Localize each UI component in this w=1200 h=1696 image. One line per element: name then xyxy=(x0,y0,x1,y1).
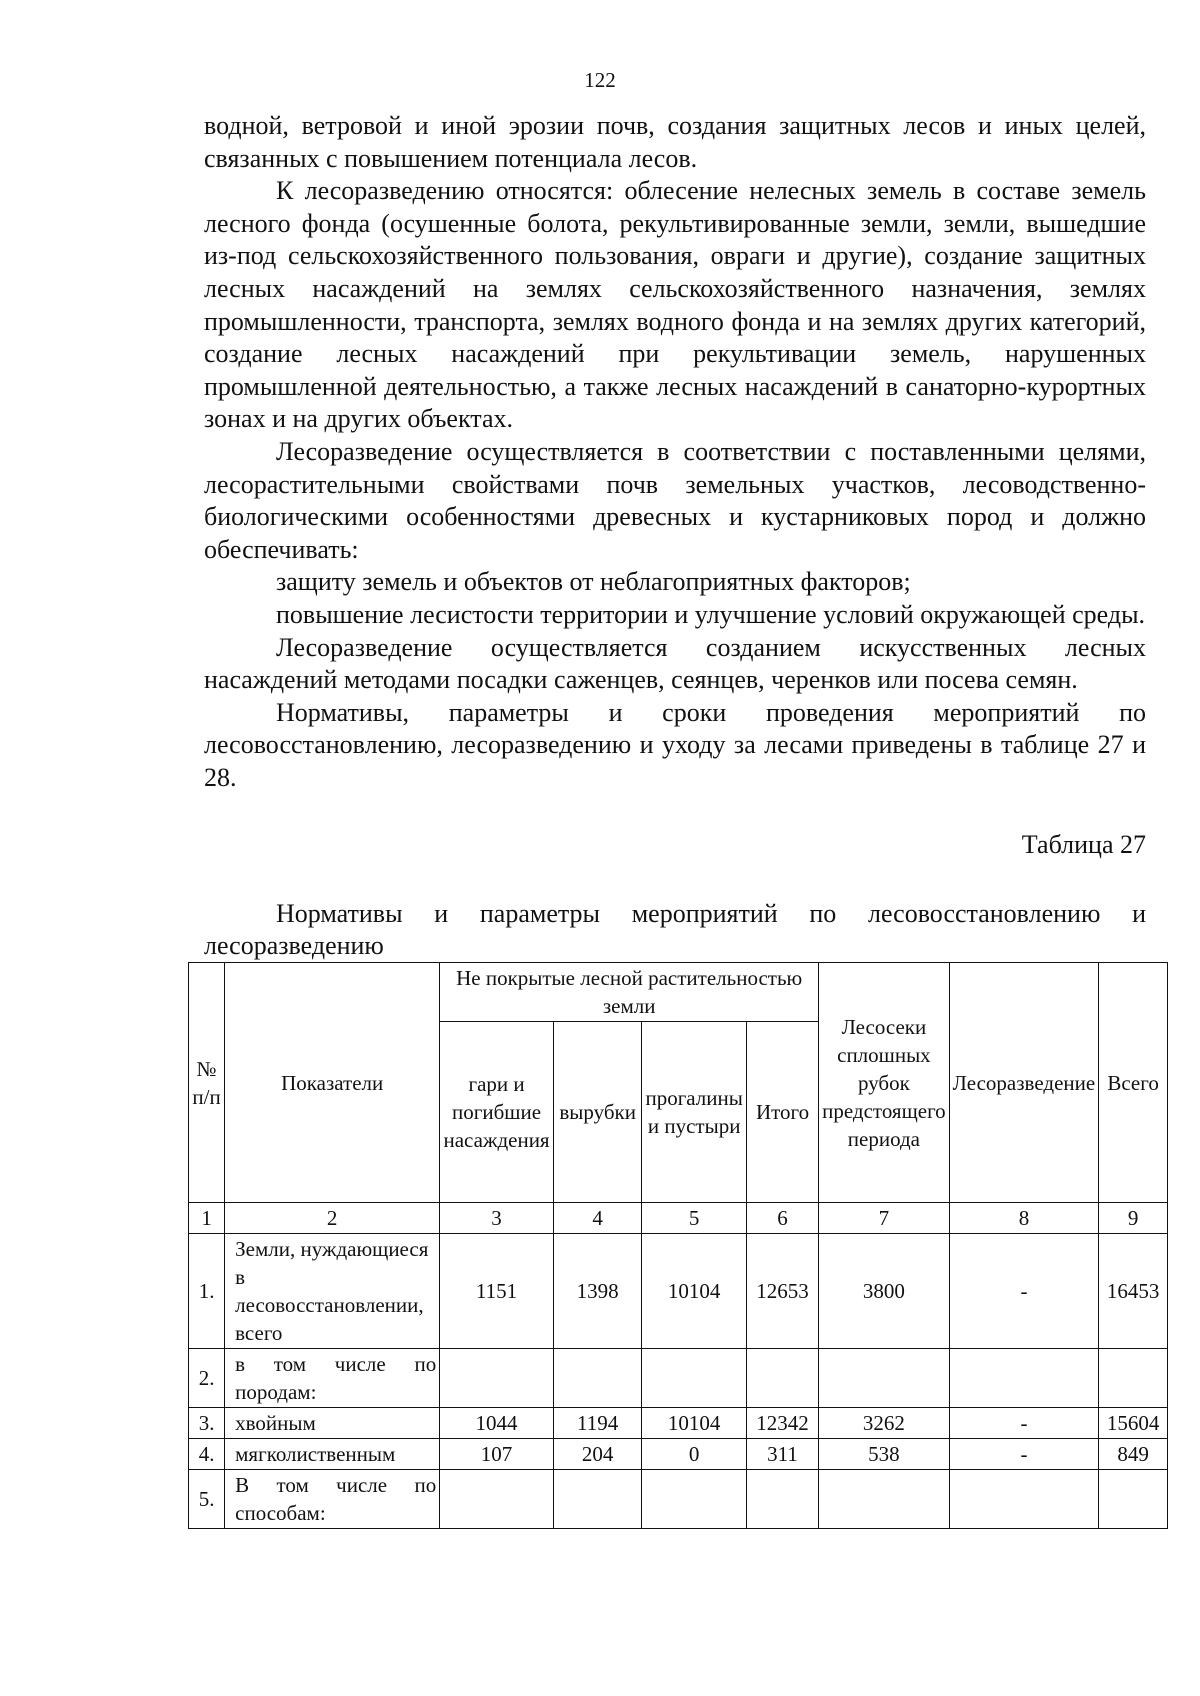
paragraph: Лесоразведение осуществляется в соответствии с поставленными целями, лесорастительными свойствами почв земельных участков, лесоводственно-биологическими особенностями древесных и кустарниковых пород и должно обеспечивать: xyxy=(204,436,1146,564)
row-num: 5. xyxy=(189,1470,225,1529)
row-label: В том числе по способам: xyxy=(225,1470,440,1529)
header-afforestation: Лесоразведение xyxy=(949,963,1099,1203)
column-number: 8 xyxy=(949,1203,1099,1234)
header-burned: гари и погибшие насаждения xyxy=(440,1022,554,1203)
column-number: 3 xyxy=(440,1203,554,1234)
table-title: Нормативы и параметры мероприятий по лесовосстановлению и лесоразведению xyxy=(204,899,1146,960)
cell-value: 107 xyxy=(440,1439,554,1470)
row-label: в том числе по породам: xyxy=(225,1349,440,1408)
cell-value: 311 xyxy=(746,1439,818,1470)
cell-value: 10104 xyxy=(642,1408,746,1439)
column-number: 5 xyxy=(642,1203,746,1234)
cell-value: 15604 xyxy=(1099,1408,1168,1439)
table-label: Таблица 27 xyxy=(1021,830,1146,859)
page-number: 122 xyxy=(584,68,616,92)
cell-value: 10104 xyxy=(642,1234,746,1349)
row-label: мягколиственным xyxy=(225,1439,440,1470)
row-label: хвойным xyxy=(225,1408,440,1439)
paragraph: К лесоразведению относятся: облесение нелесных земель в составе земель лесного фонда (осушенные болота, рекультивированные земли, земли, вышедшие из-под сельскохозяйственного пользования, овраги и другие), создание защитных лесных насаждений на землях сельскохозяйственного назначения, землях промышленности, транспорта, землях водного фонда и на землях других категорий, создание лесных насаждений при рекультивации земель, нарушенных промышленной деятельностью, а также лесных насаждений в санаторно-курортных зонах и на других объектах. xyxy=(204,176,1146,434)
cell-value: 0 xyxy=(642,1439,746,1470)
header-total: Всего xyxy=(1099,963,1168,1203)
cell-value xyxy=(642,1470,746,1529)
cell-value xyxy=(1099,1470,1168,1529)
paragraph: Лесоразведение осуществляется созданием искусственных лесных насаждений методами посадки саженцев, сеянцев, черенков или посева семян. xyxy=(204,632,1146,695)
cell-value: 3262 xyxy=(819,1408,950,1439)
column-number: 6 xyxy=(746,1203,818,1234)
paragraph: повышение лесистости территории и улучшение условий окружающей среды. xyxy=(276,599,1146,629)
cell-value xyxy=(949,1349,1099,1408)
row-label: Земли, нуждающиеся в лесовосстановлении, всего xyxy=(225,1234,440,1349)
cell-value xyxy=(553,1349,642,1408)
cell-value: 16453 xyxy=(1099,1234,1168,1349)
column-number: 7 xyxy=(819,1203,950,1234)
cell-value: - xyxy=(949,1439,1099,1470)
cell-value xyxy=(819,1349,950,1408)
cell-value xyxy=(949,1470,1099,1529)
paragraph: Нормативы, параметры и сроки проведения мероприятий по лесовосстановлению, лесоразведению и уходу за лесами приведены в таблице 27 и 28. xyxy=(204,697,1146,792)
paragraph: защиту земель и объектов от неблагоприятных факторов; xyxy=(276,567,911,597)
paragraph: водной, ветровой и иной эрозии почв, создания защитных лесов и иных целей, связанных с повышением потенциала лесов. xyxy=(204,111,1146,173)
cell-value xyxy=(1099,1349,1168,1408)
cell-value: - xyxy=(949,1408,1099,1439)
header-subtotal: Итого xyxy=(746,1022,818,1203)
table-row xyxy=(189,1439,1168,1470)
body-text xyxy=(204,110,1146,794)
cell-value: 1151 xyxy=(440,1234,554,1349)
cell-value: - xyxy=(949,1234,1099,1349)
header-num: № п/п xyxy=(189,963,225,1203)
cell-value: 12653 xyxy=(746,1234,818,1349)
cell-value: 1194 xyxy=(553,1408,642,1439)
cell-value xyxy=(746,1470,818,1529)
cell-value xyxy=(553,1470,642,1529)
column-number: 4 xyxy=(553,1203,642,1234)
cell-value: 1044 xyxy=(440,1408,554,1439)
header-indicators: Показатели xyxy=(225,963,440,1203)
column-number: 1 xyxy=(189,1203,225,1234)
column-number-row xyxy=(189,1203,1168,1234)
row-num: 2. xyxy=(189,1349,225,1408)
cell-value xyxy=(440,1349,554,1408)
cell-value: 204 xyxy=(553,1439,642,1470)
measures-table xyxy=(188,962,1168,1529)
column-number: 2 xyxy=(225,1203,440,1234)
cell-value: 3800 xyxy=(819,1234,950,1349)
cell-value xyxy=(819,1470,950,1529)
cell-value: 12342 xyxy=(746,1408,818,1439)
header-clear-cut: Лесосеки сплошных рубок предстоящего периода xyxy=(819,963,950,1203)
cell-value xyxy=(440,1470,554,1529)
cell-value: 1398 xyxy=(553,1234,642,1349)
table-row xyxy=(189,1408,1168,1439)
table-row xyxy=(189,1349,1168,1408)
table-header-row xyxy=(189,963,1168,1022)
row-num: 4. xyxy=(189,1439,225,1470)
row-num: 3. xyxy=(189,1408,225,1439)
cell-value: 538 xyxy=(819,1439,950,1470)
cell-value: 849 xyxy=(1099,1439,1168,1470)
table-row xyxy=(189,1470,1168,1529)
row-num: 1. xyxy=(189,1234,225,1349)
header-clearings: прогалины и пустыри xyxy=(642,1022,746,1203)
table-row xyxy=(189,1234,1168,1349)
cell-value xyxy=(642,1349,746,1408)
header-not-covered-group: Не покрытые лесной растительностью земли xyxy=(440,963,819,1022)
column-number: 9 xyxy=(1099,1203,1168,1234)
cell-value xyxy=(746,1349,818,1408)
header-cuttings: вырубки xyxy=(553,1022,642,1203)
